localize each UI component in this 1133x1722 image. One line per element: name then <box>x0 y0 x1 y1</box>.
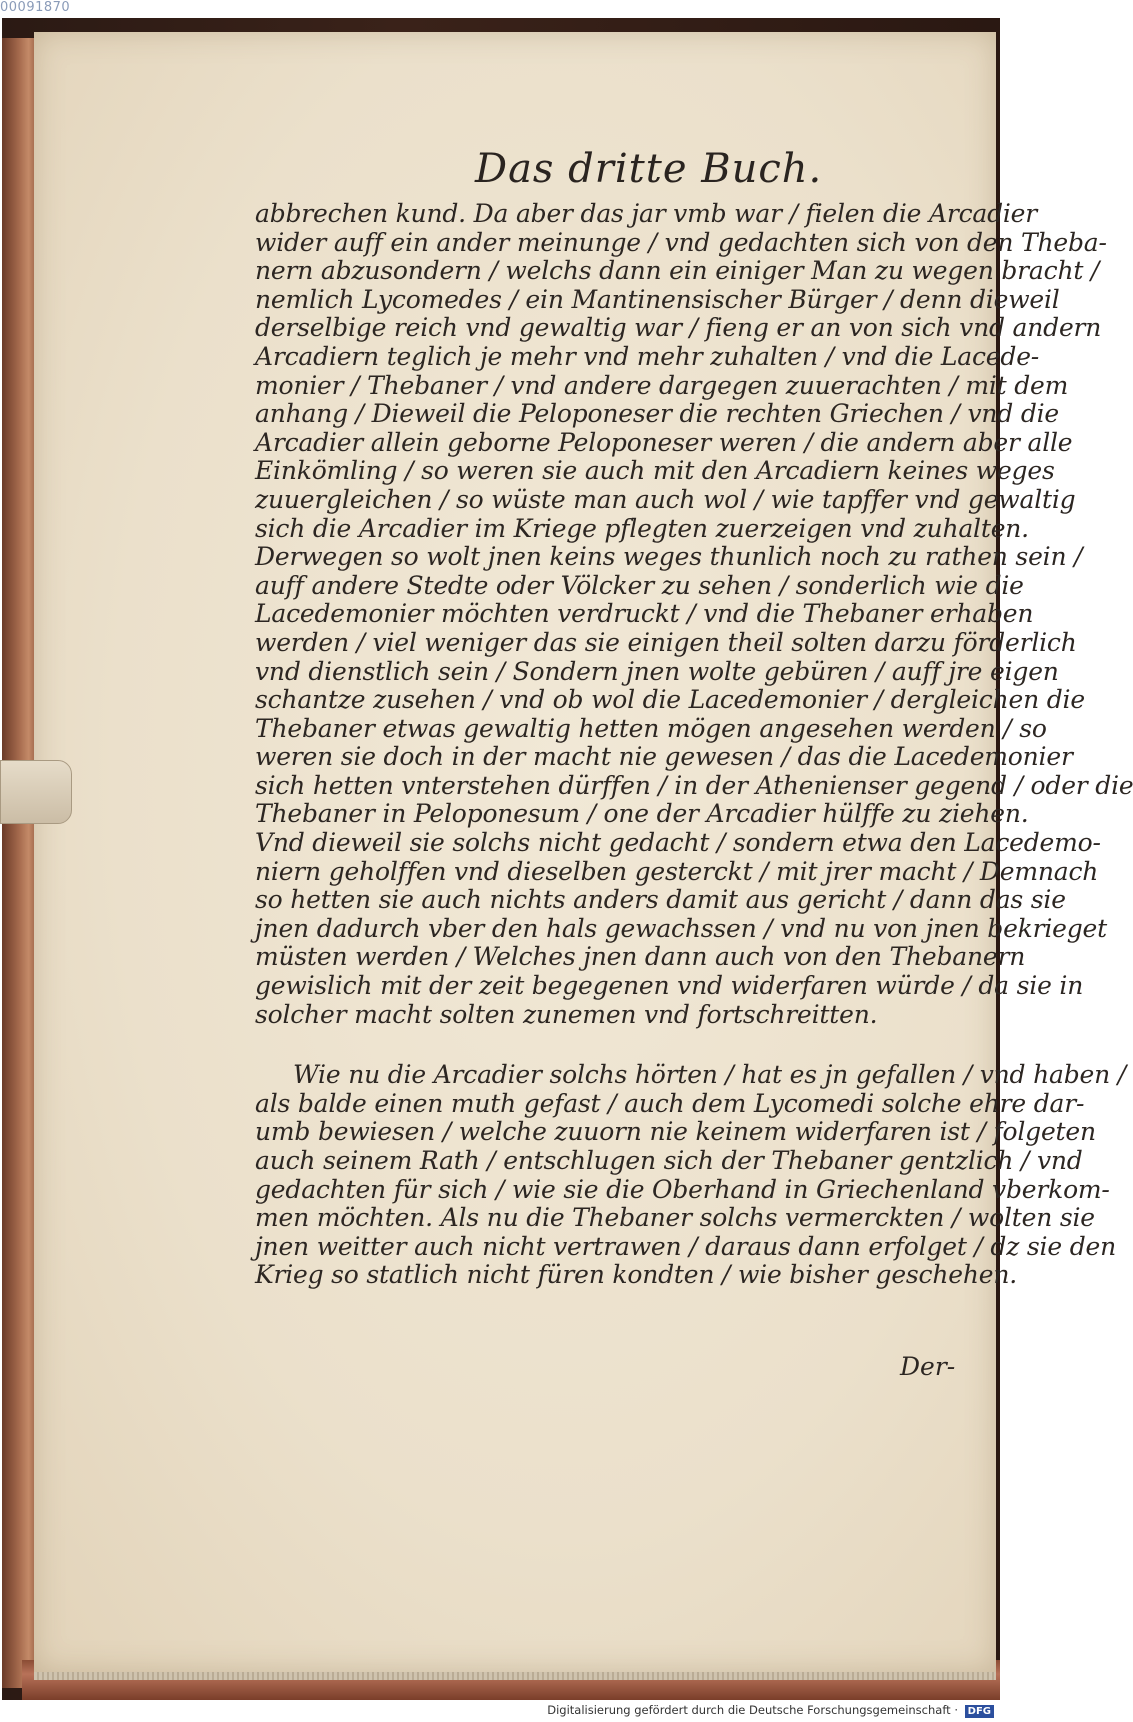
text-line: nern abzusondern / welchs dann ein einiger Man zu wegen bracht / <box>255 256 1100 286</box>
paragraph-1 <box>255 199 1133 1029</box>
book-clip <box>0 760 72 824</box>
text-line: niern geholffen vnd dieselben gesterckt / mit jrer macht / Demnach <box>255 856 1099 886</box>
text-line: Thebaner etwas gewaltig hetten mögen angesehen werden / so <box>255 713 1047 743</box>
text-line: jnen weitter auch nicht vertrawen / daraus dann erfolget / dz sie den <box>255 1231 1116 1261</box>
text-line: als balde einen muth gefast / auch dem Lycomedi solche ehre dar- <box>255 1088 1085 1118</box>
text-line: Derwegen so wolt jnen keins weges thunlich noch zu rathen sein / <box>255 542 1083 572</box>
text-line: jnen dadurch vber den hals gewachssen / vnd nu von jnen bekrieget <box>255 913 1108 943</box>
text-line: auff andere Stedte oder Völcker zu sehen / sonderlich wie die <box>255 570 1024 600</box>
text-line: monier / Thebaner / vnd andere dargegen zuuerachten / mit dem <box>255 370 1069 400</box>
text-line: sich die Arcadier im Kriege pflegten zuerzeigen vnd zuhalten. <box>255 513 1029 543</box>
text-line: gewislich mit der zeit begegenen vnd widerfaren würde / da sie in <box>255 971 1084 1001</box>
text-line: Thebaner in Peloponesum / one der Arcadier hülffe zu ziehen. <box>255 799 1029 829</box>
text-line: weren sie doch in der macht nie gewesen / das die Lacedemonier <box>255 742 1073 772</box>
text-line: Arcadier allein geborne Peloponeser weren / die andern aber alle <box>255 427 1073 457</box>
text-line: so hetten sie auch nichts anders damit aus gericht / dann das sie <box>255 885 1066 915</box>
text-line: Lacedemonier möchten verdruckt / vnd die Thebaner erhaben <box>255 599 1034 629</box>
text-line: zuuergleichen / so wüste man auch wol / wie tapffer vnd gewaltig <box>255 484 1076 514</box>
text-line: müsten werden / Welches jnen dann auch von den Thebanern <box>255 942 1026 972</box>
main-text <box>255 199 1133 1290</box>
text-line: schantze zusehen / vnd ob wol die Lacedemonier / dergleichen die <box>255 685 1085 715</box>
text-line: Einkömling / so weren sie auch mit den Arcadiern keines weges <box>255 456 1055 486</box>
dfg-logo: DFG <box>965 1705 994 1718</box>
text-line: sich hetten vnterstehen dürffen / in der Athenienser gegend / oder die <box>255 770 1133 800</box>
text-line: wider auff ein ander meinunge / vnd gedachten sich von den Theba- <box>255 227 1107 257</box>
text-line: solcher macht solten zunemen vnd fortschreitten. <box>255 999 878 1029</box>
page-edge <box>34 1672 996 1680</box>
text-line: men möchten. Als nu die Thebaner solchs vermerckten / wolten sie <box>255 1203 1095 1233</box>
text-line: nemlich Lycomedes / ein Mantinensischer Bürger / denn dieweil <box>255 284 1060 314</box>
scan-id: 00091870 <box>0 0 71 15</box>
text-line: Wie nu die Arcadier solchs hörten / hat es jn gefallen / vnd haben / <box>293 1060 1126 1090</box>
text-line: derselbige reich vnd gewaltig war / fieng er an von sich vnd andern <box>255 313 1102 343</box>
text-line: abbrechen kund. Da aber das jar vmb war / fielen die Arcadier <box>255 199 1038 228</box>
text-line: anhang / Dieweil die Peloponeser die rechten Griechen / vnd die <box>255 399 1060 429</box>
text-line: umb bewiesen / welche zuuorn nie keinem widerfaren ist / folgeten <box>255 1117 1096 1147</box>
text-line: vnd dienstlich sein / Sondern jnen wolte gebüren / auff jre eigen <box>255 656 1059 686</box>
text-line: Vnd dieweil sie solchs nicht gedacht / sondern etwa den Lacedemo- <box>255 828 1101 858</box>
text-line: werden / viel weniger das sie einigen theil solten darzu förderlich <box>255 627 1077 657</box>
text-line: auch seinem Rath / entschlugen sich der Thebaner gentzlich / vnd <box>255 1146 1083 1175</box>
text-line: Arcadiern teglich je mehr vnd mehr zuhalten / vnd die Lacede- <box>255 341 1040 371</box>
text-line: gedachten für sich / wie sie die Oberhand in Griechenland vberkom- <box>255 1174 1110 1204</box>
catchword: Der- <box>900 1352 956 1381</box>
text-line: Krieg so statlich nicht füren kondten / wie bisher geschehen. <box>255 1260 1017 1290</box>
footer-text: Digitalisierung gefördert durch die Deutsche Forschungsgemeinschaft · <box>547 1703 958 1717</box>
running-header: Das dritte Buch. <box>475 146 823 192</box>
paragraph-2 <box>255 1060 1126 1290</box>
footer-credit <box>547 1703 994 1718</box>
